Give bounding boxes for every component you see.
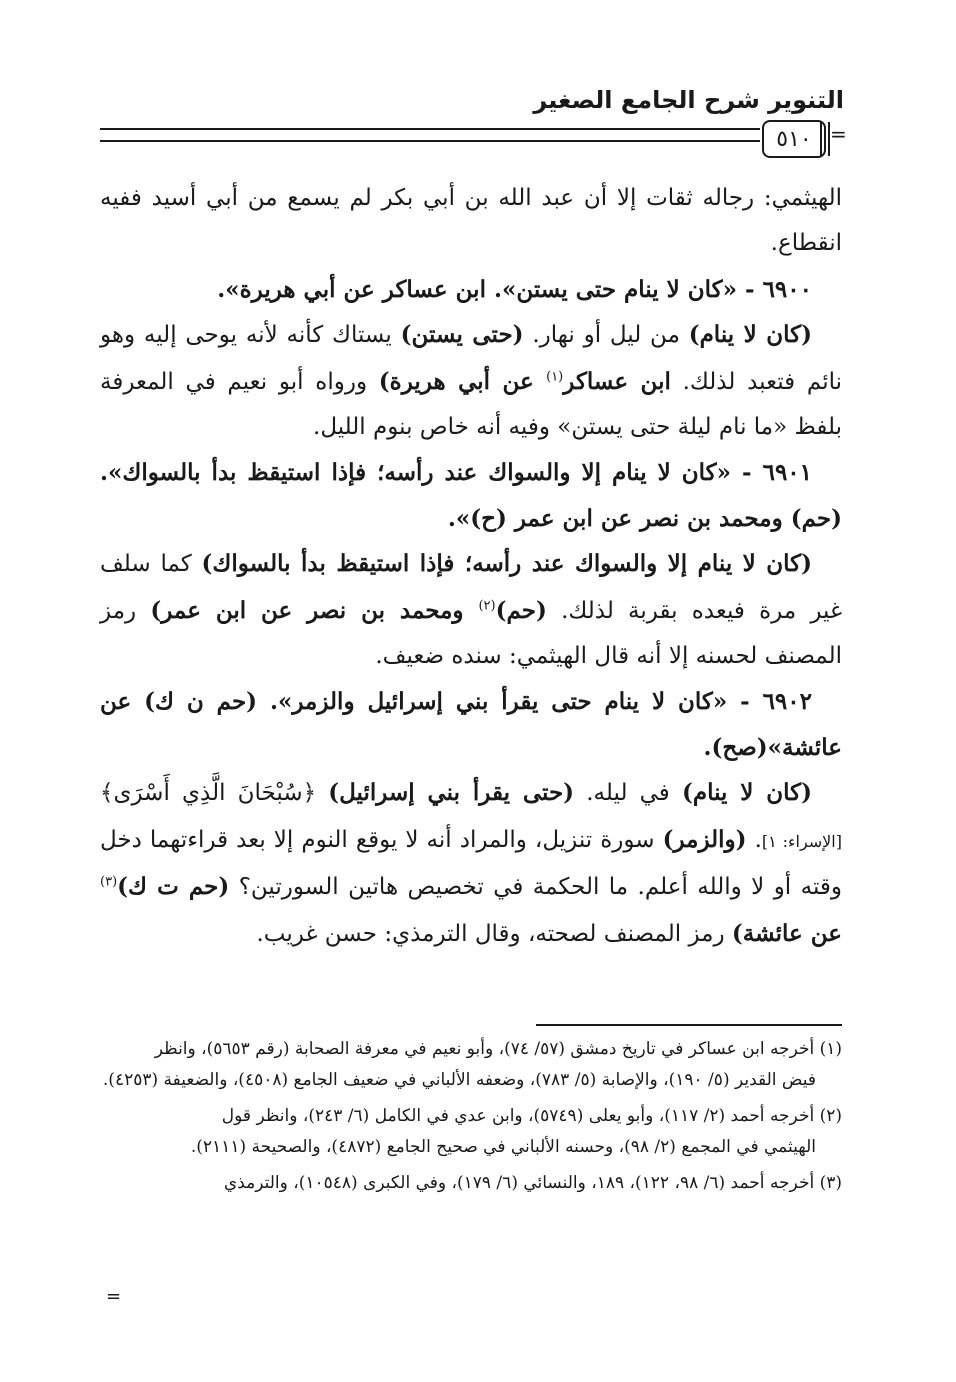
hadith-text: «كان لا ينام إلا والسواك عند رأسه؛ فإذا استيقظ بدأ بالسواك». (حم) ومحمد بن نصر عن ابن عمر (ح)». [100,459,842,532]
quoted-phrase: (حتى يقرأ بني إسرائيل) [328,779,575,807]
hadith-text: «كان لا ينام حتى يستن». ابن عساكر عن أبي هريرة». [217,275,738,303]
footnote-ref-3[interactable]: (٣) [100,874,118,890]
source-ref: عن أبي هريرة) [378,367,547,395]
quoted-phrase: (والزمر) [662,825,747,853]
header-rule-bottom [100,140,760,142]
commentary-text: من ليل أو نهار. [523,322,689,349]
commentary-6902 [100,770,842,957]
quoted-phrase: (كان لا ينام إلا والسواك عند رأسه؛ فإذا استيقظ بدأ بالسواك) [201,550,812,578]
running-header-title: التنوير شرح الجامع الصغير [533,86,844,114]
footnote-text: (١) أخرجه ابن عساكر في تاريخ دمشق (٥٧/ ٧٤)، وأبو نعيم في معرفة الصحابة (رقم ٥٦٥٣)، وانظر [154,1039,842,1059]
footnotes [100,1034,842,1205]
hadith-6900: ٦٩٠٠ - «كان لا ينام حتى يستن». ابن عساكر عن أبي هريرة». [217,275,812,303]
page-number-ornament [820,122,830,156]
footnote-text: الهيثمي في المجمع (٢/ ٩٨)، وحسنه الألباني في صحيح الجامع (٤٨٧٢)، والصحيحة (٢١١١). [190,1136,816,1157]
hadith-6902: ٦٩٠٢ - «كان لا ينام حتى يقرأ بني إسرائيل والزمر». (حم ن ك) عن عائشة»(صح). [100,688,842,761]
hadith-number: ٦٩٠٢ [762,688,812,716]
commentary-text: رمز المصنف لصحته، وقال الترمذي: حسن غريب. [256,920,732,947]
commentary-text: سورة تنزيل، والمراد أنه لا يوقع النوم إلا بعد قراءتهما دخل وقته أو لا والله أعلم. ما الحكمة في تخصيص هاتين السورتين؟ [100,826,842,901]
header-rule-top [100,128,760,130]
footnote-2 [100,1101,842,1162]
footnote-1 [100,1034,842,1095]
quran-quote: ﴿سُبْحَانَ الَّذِي أَسْرَى﴾ [100,780,329,807]
source-ref: (حم ت ك) [117,873,230,901]
footnote-separator [536,1024,842,1026]
hadith-number: ٦٩٠١ [762,459,813,487]
commentary-text: رمز المصنف لحسنه إلا أنه قال الهيثمي: سنده ضعيف. [100,597,842,670]
source-ref: عن عائشة) [731,919,842,947]
footnote-text: (٢) أخرجه أحمد (٢/ ١١٧)، وأبو يعلى (٥٧٤٩)، وابن عدي في الكامل (٦/ ٢٤٣)، وانظر قول [221,1106,842,1127]
commentary-text: في ليله. [574,780,682,807]
commentary-6900 [100,312,842,450]
source-ref: (حم) [495,596,547,624]
source-ref: ومحمد بن نصر عن ابن عمر) [150,596,479,624]
paragraph-continuation: الهيثمي: رجاله ثقات إلا أن عبد الله بن أبي بكر لم يسمع من أبي أسيد ففيه انقطاع. [100,185,842,257]
commentary-text: كما سلف غير مرة فيعده بقربة لذلك. [100,551,842,624]
source-ref: ابن عساكر [563,367,671,395]
quoted-phrase: (حتى يستن) [400,321,524,349]
footnote-text: (٣) أخرجه أحمد (٦/ ٩٨، ١٢٢)، ١٨٩، والنسائي (٦/ ١٧٩)، وفي الكبرى (١٠٥٤٨)، والترمذي [223,1173,842,1194]
footnote-continuation-marker: = [106,1286,122,1307]
commentary-6901 [100,541,842,679]
hadith-text: «كان لا ينام حتى يقرأ بني إسرائيل والزمر». (حم ن ك) عن عائشة»(صح). [100,688,842,761]
footnote-ref-1[interactable]: (١) [546,368,564,384]
page-number: ٥١٠ [762,120,826,158]
quoted-phrase: (كان لا ينام) [681,779,813,807]
commentary-text: . [746,826,762,853]
quoted-phrase: (كان لا ينام) [688,321,812,349]
continuation-marker: = [830,122,847,146]
commentary-text: يستاك كأنه لأنه يوحى إليه وهو نائم فتعبد لذلك. [100,322,842,395]
quran-reference: [الإسراء: ١] [761,831,842,851]
footnote-text: فيض القدير (٥/ ١٩٠)، والإصابة (٥/ ٧٨٣)، وضعفه الألباني في ضعيف الجامع (٤٥٠٨)، والضعيفة (٤٢٥٣). [102,1069,816,1090]
footnote-ref-2[interactable]: (٢) [478,598,496,613]
hadith-6901: ٦٩٠١ - «كان لا ينام إلا والسواك عند رأسه؛ فإذا استيقظ بدأ بالسواك». (حم) ومحمد بن نصر عن ابن عمر (ح)». [100,459,842,532]
commentary-text: ورواه أبو نعيم في المعرفة بلفظ «ما نام ليلة حتى يستن» وفيه أنه خاص بنوم الليل. [100,368,842,441]
main-text [100,176,842,957]
hadith-number: ٦٩٠٠ [762,275,812,303]
footnote-3 [100,1168,842,1199]
